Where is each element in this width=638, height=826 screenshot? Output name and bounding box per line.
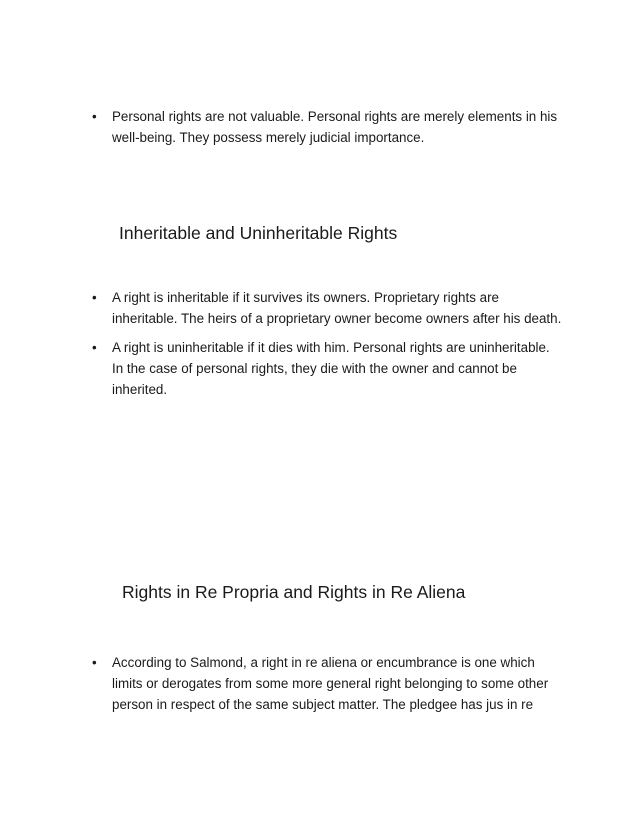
list-item-text: Personal rights are not valuable. Personal rights are merely elements in his well-being. They possess merely judicial importance. — [112, 109, 558, 145]
bullet-marker: • — [92, 655, 97, 670]
list-item — [92, 106, 562, 148]
list-item — [92, 652, 562, 715]
section-heading-re-propria: Rights in Re Propria and Rights in Re Aliena — [122, 582, 466, 602]
bullet-list-inheritable — [92, 287, 562, 408]
bullet-marker: • — [92, 109, 97, 124]
bullet-marker: • — [92, 340, 97, 355]
bullet-list-re-aliena — [92, 652, 562, 723]
list-item — [92, 287, 562, 329]
section-heading-inheritable: Inheritable and Uninheritable Rights — [119, 223, 398, 243]
list-item-text: According to Salmond, a right in re aliena or encumbrance is one which limits or derogates from some more general right belonging to some other person in respect of the same subject matter. The pledgee has jus in re — [112, 655, 549, 712]
bullet-marker: • — [92, 290, 97, 305]
list-item-text: A right is inheritable if it survives its owners. Proprietary rights are inheritable. The heirs of a proprietary owner become owners after his death. — [112, 290, 562, 326]
list-item — [92, 337, 562, 400]
bullet-list-personal-rights — [92, 106, 562, 156]
list-item-text: A right is uninheritable if it dies with him. Personal rights are uninheritable. In the case of personal rights, they die with the owner and cannot be inherited. — [112, 340, 550, 397]
